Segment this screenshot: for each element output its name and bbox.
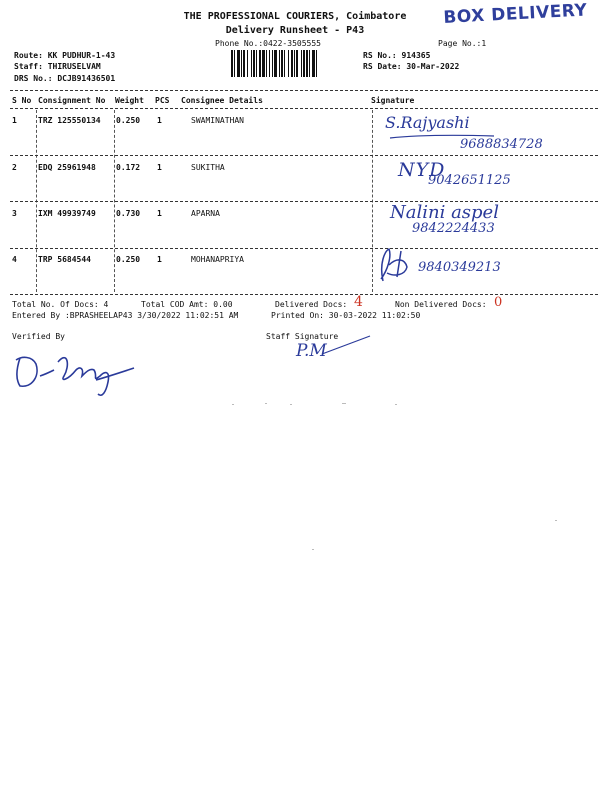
non-delivered-docs-count: 0: [494, 295, 503, 310]
row-pcs: 1: [157, 255, 162, 264]
phone-number: Phone No.:0422-3505555: [215, 39, 321, 48]
header-rule: [10, 108, 598, 109]
delivered-docs-label: Delivered Docs:: [275, 300, 348, 309]
verified-by-label: Verified By: [12, 332, 65, 341]
col-header-signature: Signature: [371, 96, 415, 105]
signature-1-name: S.Rajyashi: [385, 113, 470, 132]
row-rule: [10, 155, 598, 156]
row-weight: 0.250: [116, 116, 141, 125]
entered-by: Entered By :BPRASHEELAP43 3/30/2022 11:02:51 AM: [12, 311, 239, 320]
barcode-icon: [229, 50, 361, 77]
row-consignee: APARNA: [191, 209, 220, 218]
col-header-consignee: Consignee Details: [181, 96, 263, 105]
col-header-weight: Weight: [115, 96, 144, 105]
row-pcs: 1: [157, 116, 162, 125]
row-sno: 4: [12, 255, 17, 264]
verified-by-signature: [10, 346, 140, 400]
row-sno: 1: [12, 116, 17, 125]
row-pcs: 1: [157, 209, 162, 218]
rs-date: RS Date: 30-Mar-2022: [363, 62, 460, 71]
row-weight: 0.730: [116, 209, 141, 218]
row-weight: 0.172: [116, 163, 141, 172]
page-number: Page No.:1: [438, 39, 487, 48]
row-consignee: SWAMINATHAN: [191, 116, 244, 125]
total-docs: Total No. Of Docs: 4: [12, 300, 109, 309]
runsheet-subtitle: Delivery Runsheet - P43: [225, 25, 365, 36]
signature-4-mark: [375, 243, 423, 285]
row-consignment: TRP 5684544: [38, 255, 91, 264]
row-consignee: SUKITHA: [191, 163, 225, 172]
delivered-docs-count: 4: [354, 294, 363, 310]
col-header-sno: S No: [12, 96, 32, 105]
row-rule: [10, 201, 598, 202]
staff-signature: P.M: [296, 341, 327, 361]
col-header-pcs: PCS: [155, 96, 170, 105]
total-cod-amount: Total COD Amt: 0.00: [141, 300, 233, 309]
signature-3-name: Nalini aspel: [390, 202, 499, 223]
row-sno: 2: [12, 163, 17, 172]
printed-on: Printed On: 30-03-2022 11:02:50: [271, 311, 421, 320]
non-delivered-docs-label: Non Delivered Docs:: [395, 300, 487, 309]
staff-info: Staff: THIRUSELVAM: [14, 62, 101, 71]
route-info: Route: KK PUDHUR-1-43: [14, 51, 116, 60]
signature-2-phone: 9042651125: [428, 173, 511, 188]
box-delivery-stamp: BOX DELIVERY: [442, 0, 588, 28]
company-title: THE PROFESSIONAL COURIERS, Coimbatore: [183, 11, 407, 22]
row-consignment: EDQ 25961948: [38, 163, 96, 172]
drs-number: DRS No.: DCJB91436501: [14, 74, 116, 83]
row-pcs: 1: [157, 163, 162, 172]
row-weight: 0.250: [116, 255, 141, 264]
col-header-consignment: Consignment No: [38, 96, 106, 105]
rs-number: RS No.: 914365: [363, 51, 431, 60]
table-bottom-rule: [10, 294, 598, 295]
table-top-rule: [10, 90, 598, 91]
signature-3-phone: 9842224433: [412, 221, 495, 236]
staff-signature-label: Staff Signature: [266, 332, 339, 341]
row-sno: 3: [12, 209, 17, 218]
row-consignee: MOHANAPRIYA: [191, 255, 244, 264]
row-consignment: TRZ 125550134: [38, 116, 101, 125]
row-rule: [10, 248, 598, 249]
signature-4-phone: 9840349213: [418, 260, 501, 275]
staff-signature-stroke: [318, 334, 374, 360]
row-consignment: IXM 49939749: [38, 209, 96, 218]
signature-1-phone: 9688834728: [460, 137, 543, 152]
signature-2-name: NYD: [398, 159, 446, 181]
